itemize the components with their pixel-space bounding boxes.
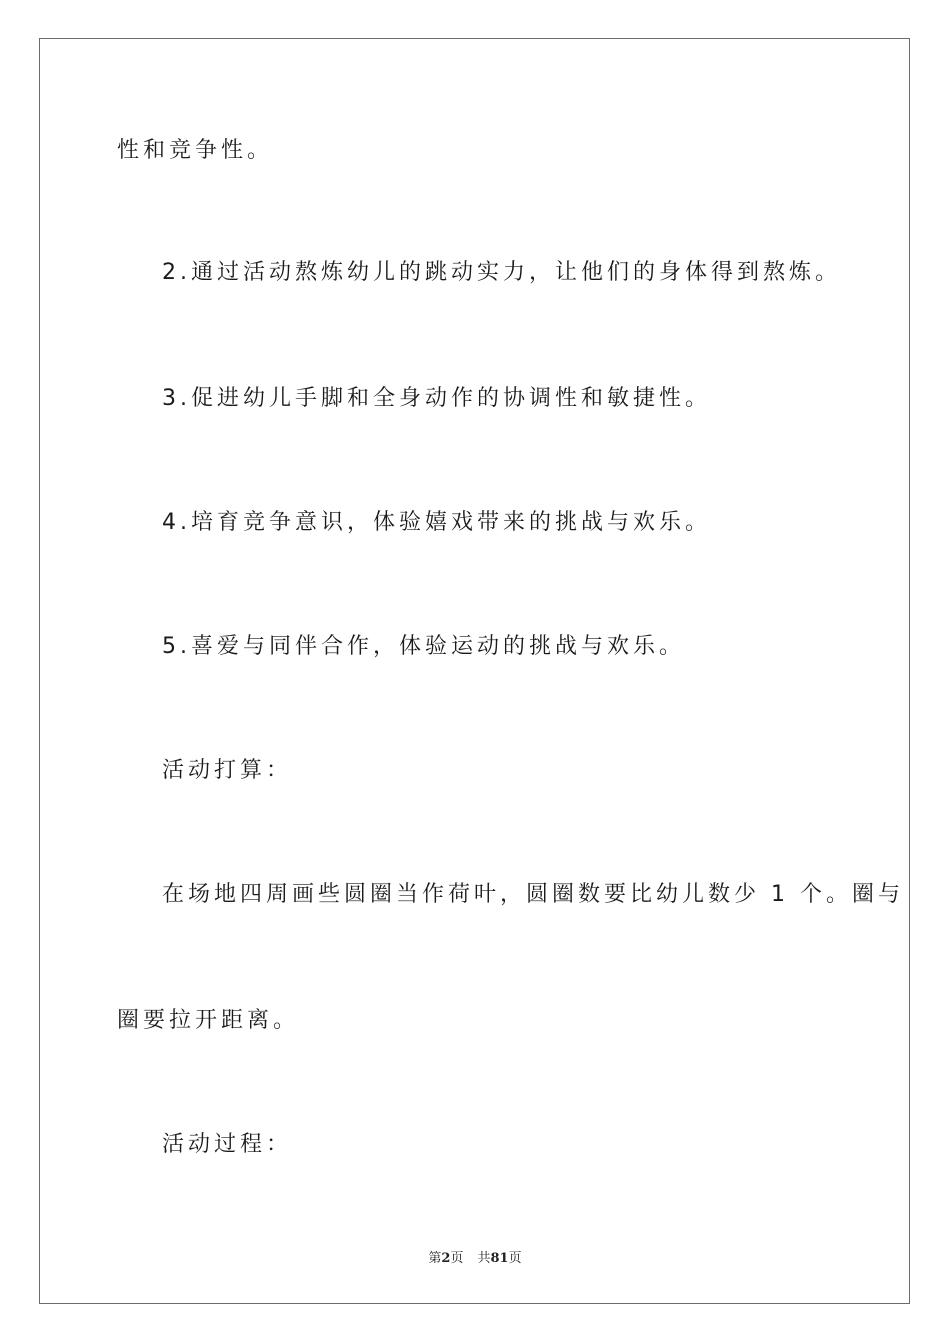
footer-total-suffix: 页: [508, 1251, 522, 1266]
paragraph-line: 4.培育竞争意识，体验嬉戏带来的挑战与欢乐。: [162, 510, 711, 535]
footer-total-prefix: 共: [477, 1251, 491, 1266]
paragraph-line: 性和竞争性。: [117, 138, 274, 163]
paragraph-line: 2.通过活动熬炼幼儿的跳动实力，让他们的身体得到熬炼。: [162, 260, 841, 285]
footer-page-number: 2: [441, 1251, 451, 1266]
paragraph-line: 5.喜爱与同伴合作，体验运动的挑战与欢乐。: [162, 634, 685, 659]
footer-page-suffix: 页: [450, 1251, 464, 1266]
page-footer: [0, 1247, 950, 1266]
footer-page-prefix: 第: [428, 1251, 442, 1266]
page-border: [39, 38, 910, 1304]
footer-total-number: 81: [490, 1251, 509, 1266]
paragraph-line: 在场地四周画些圆圈当作荷叶，圆圈数要比幼儿数少 1 个。圈与: [162, 882, 904, 907]
section-heading: 活动打算：: [162, 758, 293, 783]
paragraph-line: 3.促进幼儿手脚和全身动作的协调性和敏捷性。: [162, 386, 711, 411]
section-heading: 活动过程：: [162, 1132, 293, 1157]
paragraph-line: 圈要拉开距离。: [117, 1008, 300, 1033]
